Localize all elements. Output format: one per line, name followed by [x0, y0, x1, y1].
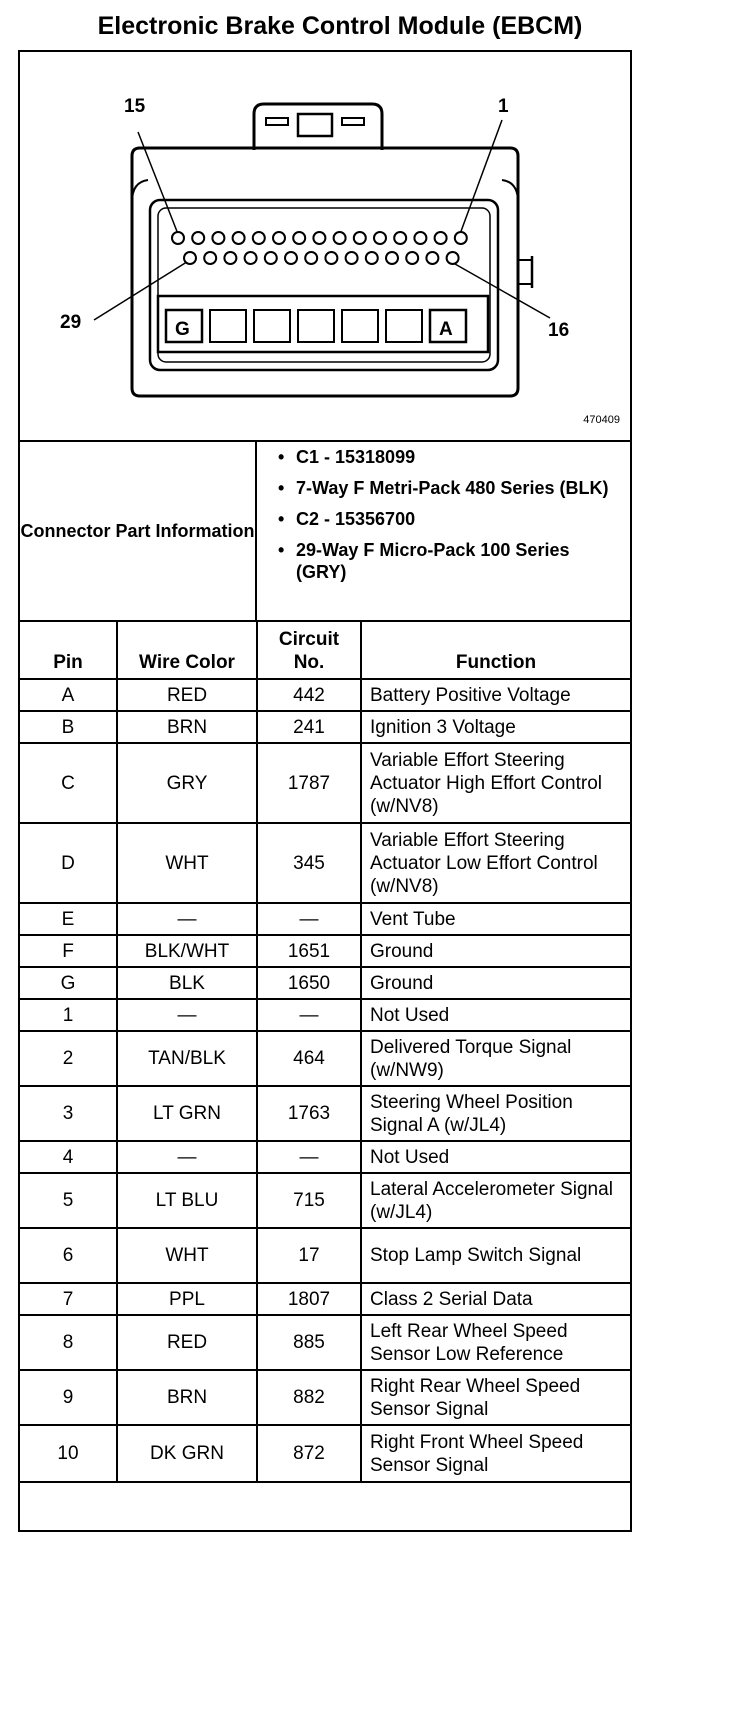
cell-pin: D — [20, 823, 117, 903]
cell-function: Right Front Wheel Speed Sensor Signal — [361, 1425, 630, 1482]
pin-hole-row1 — [394, 232, 406, 244]
pin-label-15: 15 — [124, 96, 146, 117]
cell-function: Not Used — [361, 999, 630, 1031]
pin-hole-row2 — [366, 252, 378, 264]
pin-hole-row2 — [285, 252, 297, 264]
cavity-label-a: A — [439, 319, 453, 340]
cell-pin: F — [20, 935, 117, 967]
table-row — [20, 1283, 630, 1315]
cell-circuit: 885 — [257, 1315, 361, 1370]
cell-circuit: 882 — [257, 1370, 361, 1425]
pin-label-16: 16 — [548, 320, 570, 341]
connector-frame — [18, 50, 632, 1532]
cell-wire-color: BLK — [117, 967, 257, 999]
cell-circuit: — — [257, 903, 361, 935]
pin-hole-row1 — [293, 232, 305, 244]
connector-part-item: • 29-Way F Micro-Pack 100 Series (GRY) — [270, 539, 620, 583]
cell-function: Class 2 Serial Data — [361, 1283, 630, 1315]
pin-hole-row1 — [374, 232, 386, 244]
connector-part-item: • C1 - 15318099 — [270, 446, 620, 468]
pin-hole-row1 — [313, 232, 325, 244]
side-lock — [518, 260, 532, 284]
pin-hole-row1 — [273, 232, 285, 244]
pin-hole-row1 — [334, 232, 346, 244]
table-row — [20, 935, 630, 967]
cell-pin: 7 — [20, 1283, 117, 1315]
pin-label-1: 1 — [498, 96, 509, 117]
table-row — [20, 1425, 630, 1482]
cell-wire-color: GRY — [117, 743, 257, 823]
table-row — [20, 1370, 630, 1425]
cell-wire-color: LT GRN — [117, 1086, 257, 1141]
cell-circuit: 17 — [257, 1228, 361, 1283]
cell-circuit: 241 — [257, 711, 361, 743]
cell-pin: 8 — [20, 1315, 117, 1370]
cell-circuit: 345 — [257, 823, 361, 903]
connector-part-item: • C2 - 15356700 — [270, 508, 620, 530]
cell-pin: A — [20, 679, 117, 711]
cell-wire-color: — — [117, 903, 257, 935]
cell-pin: 9 — [20, 1370, 117, 1425]
cell-function: Left Rear Wheel Speed Sensor Low Reference — [361, 1315, 630, 1370]
cell-wire-color: TAN/BLK — [117, 1031, 257, 1086]
cell-circuit: — — [257, 1141, 361, 1173]
cell-circuit: 464 — [257, 1031, 361, 1086]
cell-function: Not Used — [361, 1141, 630, 1173]
pin-hole-row2 — [325, 252, 337, 264]
latch-slot-center — [298, 114, 332, 136]
cell-wire-color: WHT — [117, 1228, 257, 1283]
cell-pin: 4 — [20, 1141, 117, 1173]
cell-pin: E — [20, 903, 117, 935]
cell-function: Ground — [361, 967, 630, 999]
connector-housing — [132, 148, 518, 396]
connector-part-item: • 7-Way F Metri-Pack 480 Series (BLK) — [270, 477, 620, 499]
cell-circuit: 1651 — [257, 935, 361, 967]
table-row — [20, 1086, 630, 1141]
cell-function: Battery Positive Voltage — [361, 679, 630, 711]
table-header-row — [20, 620, 630, 679]
cell-function: Stop Lamp Switch Signal — [361, 1228, 630, 1283]
cell-function: Lateral Accelerometer Signal (w/JL4) — [361, 1173, 630, 1228]
header-pin: Pin — [20, 620, 117, 679]
cell-function: Vent Tube — [361, 903, 630, 935]
pin-hole-row2 — [426, 252, 438, 264]
cell-circuit: 1807 — [257, 1283, 361, 1315]
cell-wire-color: BRN — [117, 711, 257, 743]
pin-table — [20, 620, 630, 1483]
cell-pin: 2 — [20, 1031, 117, 1086]
pin-hole-row2 — [265, 252, 277, 264]
pin-hole-row1 — [435, 232, 447, 244]
cell-wire-color: RED — [117, 1315, 257, 1370]
cell-pin: B — [20, 711, 117, 743]
connector-insert — [150, 200, 498, 370]
cell-wire-color: — — [117, 999, 257, 1031]
cell-circuit: 442 — [257, 679, 361, 711]
table-row — [20, 967, 630, 999]
table-row — [20, 711, 630, 743]
cell-circuit: 1787 — [257, 743, 361, 823]
pin-hole-row1 — [455, 232, 467, 244]
cell-circuit: 1650 — [257, 967, 361, 999]
pin-hole-row2 — [386, 252, 398, 264]
cell-wire-color: WHT — [117, 823, 257, 903]
latch-slot-left — [266, 118, 288, 125]
cell-pin: 5 — [20, 1173, 117, 1228]
connector-part-label: Connector Part Information — [20, 442, 257, 620]
cell-pin: 10 — [20, 1425, 117, 1482]
leader-line-1 — [460, 120, 502, 234]
cell-pin: 6 — [20, 1228, 117, 1283]
diagram-number: 470409 — [583, 414, 620, 426]
pin-hole-row2 — [224, 252, 236, 264]
cell-wire-color: LT BLU — [117, 1173, 257, 1228]
cell-function: Right Rear Wheel Speed Sensor Signal — [361, 1370, 630, 1425]
table-row — [20, 1141, 630, 1173]
housing-shoulder-right — [502, 180, 518, 202]
pin-hole-row1 — [414, 232, 426, 244]
table-row — [20, 1315, 630, 1370]
latch-tab — [254, 104, 382, 150]
pin-holes — [172, 232, 467, 264]
cell-circuit: — — [257, 999, 361, 1031]
table-row — [20, 903, 630, 935]
cell-function: Ignition 3 Voltage — [361, 711, 630, 743]
cell-circuit: 872 — [257, 1425, 361, 1482]
cell-wire-color: BLK/WHT — [117, 935, 257, 967]
cell-wire-color: PPL — [117, 1283, 257, 1315]
connector-diagram — [20, 52, 630, 442]
cell-wire-color: DK GRN — [117, 1425, 257, 1482]
pin-label-29: 29 — [60, 312, 82, 333]
header-wire-color: Wire Color — [117, 620, 257, 679]
latch-slot-right — [342, 118, 364, 125]
cell-circuit: 715 — [257, 1173, 361, 1228]
pin-hole-row1 — [212, 232, 224, 244]
pin-hole-row1 — [253, 232, 265, 244]
pin-hole-row2 — [305, 252, 317, 264]
pin-hole-row2 — [204, 252, 216, 264]
page-title: Electronic Brake Control Module (EBCM) — [97, 12, 583, 40]
table-row — [20, 999, 630, 1031]
cell-function: Variable Effort Steering Actuator High Effort Control (w/NV8) — [361, 743, 630, 823]
header-circuit: Circuit No. — [257, 620, 361, 679]
cavity-label-g: G — [175, 319, 190, 340]
cell-function: Ground — [361, 935, 630, 967]
pin-hole-row2 — [245, 252, 257, 264]
connector-part-list — [270, 446, 620, 592]
table-row — [20, 823, 630, 903]
cell-wire-color: — — [117, 1141, 257, 1173]
pin-hole-row2 — [184, 252, 196, 264]
cell-wire-color: BRN — [117, 1370, 257, 1425]
table-row — [20, 743, 630, 823]
header-function: Function — [361, 620, 630, 679]
pin-hole-row1 — [192, 232, 204, 244]
cell-wire-color: RED — [117, 679, 257, 711]
pin-hole-row2 — [346, 252, 358, 264]
cell-function: Delivered Torque Signal (w/NW9) — [361, 1031, 630, 1086]
cell-pin: 1 — [20, 999, 117, 1031]
pin-hole-row1 — [172, 232, 184, 244]
table-row — [20, 1031, 630, 1086]
cell-pin: C — [20, 743, 117, 823]
cell-pin: G — [20, 967, 117, 999]
cell-circuit: 1763 — [257, 1086, 361, 1141]
pin-hole-row1 — [233, 232, 245, 244]
table-row — [20, 1173, 630, 1228]
cell-function: Variable Effort Steering Actuator Low Effort Control (w/NV8) — [361, 823, 630, 903]
cell-function: Steering Wheel Position Signal A (w/JL4) — [361, 1086, 630, 1141]
table-row — [20, 1228, 630, 1283]
cell-pin: 3 — [20, 1086, 117, 1141]
housing-shoulder-left — [132, 180, 148, 202]
pin-hole-row2 — [406, 252, 418, 264]
pin-hole-row2 — [447, 252, 459, 264]
table-row — [20, 679, 630, 711]
pin-hole-row1 — [354, 232, 366, 244]
connector-part-information — [20, 440, 630, 622]
